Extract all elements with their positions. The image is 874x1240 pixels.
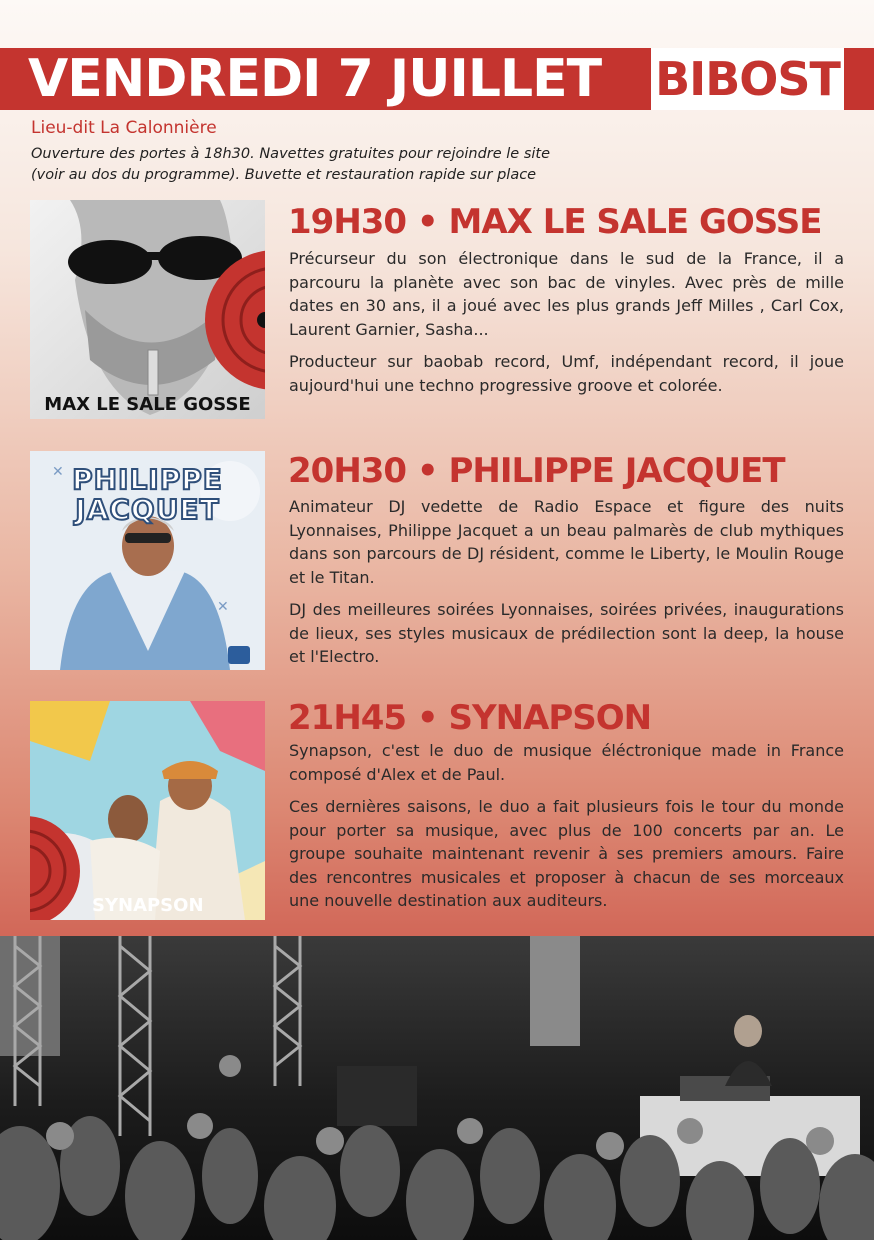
act-photo-max-le-sale-gosse	[30, 200, 265, 419]
act-paragraph: Animateur DJ vedette de Radio Espace et figure des nuits Lyonnaises, Philippe Jacquet a un beau palmarès de club mythiques dans son parcours de DJ résident, comme le Liberty, le Moulin Rouge et le Titan.	[289, 497, 844, 587]
act-heading: 19H30 • MAX LE SALE GOSSE	[288, 202, 822, 242]
venue-info-line-2: (voir au dos du programme). Buvette et restauration rapide sur place	[31, 167, 537, 183]
act-paragraph: Producteur sur baobab record, Umf, indépendant record, il joue aujourd'hui une techno progressive groove et colorée.	[289, 352, 844, 395]
photo-caption-line-1: PHILIPPE	[72, 463, 223, 496]
venue-info	[31, 144, 631, 186]
town-label: BIBOST	[655, 52, 840, 106]
venue-info-line-1: Ouverture des portes à 18h30. Navettes gratuites pour rejoindre le site	[31, 146, 551, 162]
act-description	[289, 247, 844, 406]
act-photo-synapson	[30, 701, 265, 920]
photo-caption-line-2: JACQUET	[75, 493, 220, 526]
photo-caption	[30, 465, 265, 525]
act-paragraph: DJ des meilleures soirées Lyonnaises, soirées privées, inaugurations de lieux, ses styles musicaux de prédilection sont la deep, la house et l'Electro.	[289, 600, 844, 666]
act-paragraph: Précurseur du son électronique dans le sud de la France, il a parcouru la planète avec son bac de vinyles. Avec près de mille dates en 30 ans, il a joué avec les plus grands Jeff Milles , Carl Cox, Laurent Garnier, Sasha...	[289, 249, 844, 339]
act-paragraph: Synapson, c'est le duo de musique éléctronique made in France composé d'Alex et de Paul.	[289, 741, 844, 784]
act-paragraph: Ces dernières saisons, le duo a fait plusieurs fois le tour du monde pour porter sa musique, avec plus de 100 concerts par an. Le groupe souhaite maintenant revenir à ses premiers amours. Faire des rencontres musicales et proposer à chacun de ses morceaux une nouvelle destination aux auditeurs.	[289, 797, 844, 910]
act-photo-philippe-jacquet	[30, 451, 265, 670]
act-description	[289, 495, 844, 678]
crowd-photo	[0, 936, 874, 1240]
photo-caption: MAX LE SALE GOSSE	[44, 394, 251, 415]
venue-name: Lieu-dit La Calonnière	[31, 118, 217, 138]
act-description	[289, 739, 844, 922]
act-heading: 21H45 • SYNAPSON	[288, 698, 652, 738]
act-heading: 20H30 • PHILIPPE JACQUET	[288, 451, 785, 491]
svg-text:✕: ✕	[52, 464, 64, 480]
page-title: VENDREDI 7 JUILLET	[28, 49, 602, 109]
photo-caption: SYNAPSON	[92, 895, 204, 916]
svg-text:✕: ✕	[217, 599, 229, 615]
